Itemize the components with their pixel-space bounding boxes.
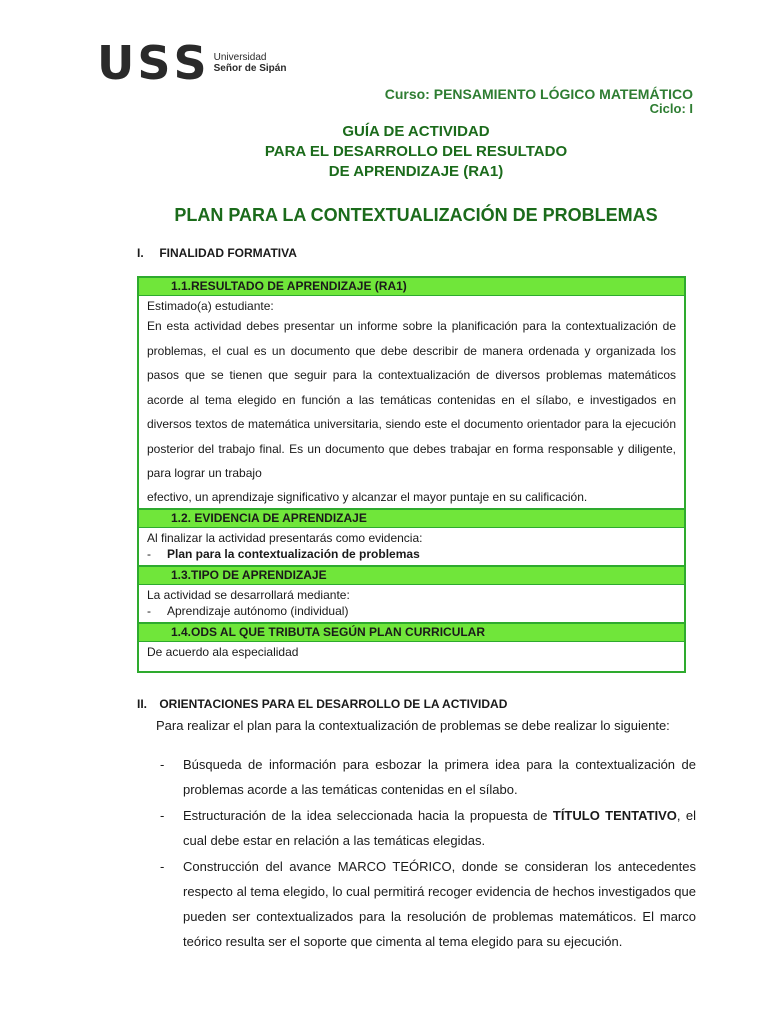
section-2-heading bbox=[137, 697, 507, 711]
type-item-text: Aprendizaje autónomo (individual) bbox=[167, 603, 349, 618]
tentative-title-emphasis: TÍTULO TENTATIVO bbox=[552, 808, 677, 823]
ra1-paragraph-end: efectivo, un aprendizaje significativo y alcanzar el mayor puntaje en su calificación. bbox=[147, 489, 588, 504]
list-item-text-start: Estructuración de la idea seleccionada hacia la propuesta de bbox=[183, 808, 553, 823]
university-logo bbox=[97, 36, 287, 90]
guide-title-line: DE APRENDIZAJE (RA1) bbox=[328, 163, 504, 180]
logo-text bbox=[214, 52, 287, 74]
evidence-intro: Al finalizar la actividad presentarás como evidencia: bbox=[147, 530, 423, 545]
guide-title-line: GUÍA DE ACTIVIDAD bbox=[342, 123, 490, 140]
logo-line-university: Universidad bbox=[213, 52, 267, 63]
type-item bbox=[147, 603, 676, 619]
learning-type-content bbox=[139, 585, 684, 624]
uss-logo-mark bbox=[97, 36, 206, 90]
evidence-content bbox=[139, 528, 684, 567]
logo-letter: S bbox=[137, 36, 170, 90]
course-cycle: Ciclo: I bbox=[649, 101, 693, 116]
section-title: ORIENTACIONES PARA EL DESARROLLO DE LA ACTIVIDAD bbox=[159, 697, 508, 711]
course-name: Curso: PENSAMIENTO LÓGICO MATEMÁTICO bbox=[384, 86, 693, 102]
section-number: II. bbox=[137, 697, 148, 711]
table-header-ra1: 1.1.RESULTADO DE APRENDIZAJE (RA1) bbox=[139, 278, 684, 296]
dash-bullet: - bbox=[147, 546, 151, 561]
dash-bullet: - bbox=[147, 603, 151, 618]
dash-bullet: - bbox=[160, 859, 165, 874]
activity-steps-list bbox=[160, 752, 696, 955]
list-item-text: Construcción del avance MARCO TEÓRICO, donde se consideran los antecedentes respecto al tema elegido, lo cual permitirá recoger evidencia de hechos investigados que pueden ser contextualizados para la resolución de problemas matemáticos. El marco teórico resulta ser el soporte que cimenta al tema elegido para su ejecución. bbox=[183, 859, 696, 949]
course-info bbox=[385, 86, 693, 116]
type-intro: La actividad se desarrollará mediante: bbox=[147, 587, 350, 602]
logo-line-name: Señor de Sipán bbox=[213, 63, 287, 74]
ra1-paragraph: En esta actividad debes presentar un informe sobre la planificación para la contextualización de problemas, el cual es un documento que debe describir de manera ordenada y organizada los pasos que se tienen que seguir para la contextualización de diversos problemas matemáticos acorde al tema elegido en función a las temáticas contenidas en el sílabo, e investigados en diversos textos de matemática universitaria, siendo este el documento orientador para la ejecución posterior del trabajo final. Es un documento que debes trabajar en forma responsable y diligente, para lograr un trabajo bbox=[147, 319, 676, 480]
table-header-learning-type: 1.3.TIPO DE APRENDIZAJE bbox=[139, 567, 684, 585]
section-number: I. bbox=[137, 246, 144, 260]
section-title: FINALIDAD FORMATIVA bbox=[159, 246, 297, 260]
logo-letter: S bbox=[173, 36, 206, 90]
evidence-item bbox=[147, 546, 676, 562]
guide-title bbox=[0, 122, 768, 182]
guide-title-line: PARA EL DESARROLLO DEL RESULTADO bbox=[264, 143, 568, 160]
dash-bullet: - bbox=[160, 757, 165, 772]
table-header-evidence: 1.2. EVIDENCIA DE APRENDIZAJE bbox=[139, 510, 684, 528]
list-item-text bbox=[183, 803, 696, 853]
section-2-intro: Para realizar el plan para la contextualización de problemas se debe realizar lo siguiente: bbox=[156, 718, 670, 733]
ods-text: De acuerdo ala especialidad bbox=[147, 644, 299, 659]
list-item-text-end: , el cual debe estar en relación a las temáticas elegidas. bbox=[183, 808, 696, 848]
logo-letter: U bbox=[97, 36, 134, 90]
list-item bbox=[160, 803, 696, 853]
evidence-item-text: Plan para la contextualización de problemas bbox=[167, 546, 420, 561]
table-header-ods: 1.4.ODS AL QUE TRIBUTA SEGÚN PLAN CURRICULAR bbox=[139, 624, 684, 642]
list-item bbox=[160, 752, 696, 802]
list-item-text: Búsqueda de información para esbozar la primera idea para la contextualización de problemas acorde a las temáticas contenidas en el sílabo. bbox=[183, 757, 696, 797]
learning-outcome-table bbox=[137, 276, 686, 673]
greeting-text: Estimado(a) estudiante: bbox=[147, 299, 274, 313]
section-1-heading bbox=[137, 246, 297, 260]
ra1-content bbox=[139, 296, 684, 510]
ods-content bbox=[139, 642, 684, 671]
dash-bullet: - bbox=[160, 808, 165, 823]
list-item bbox=[160, 854, 696, 954]
plan-title: PLAN PARA LA CONTEXTUALIZACIÓN DE PROBLEMAS bbox=[174, 205, 658, 225]
